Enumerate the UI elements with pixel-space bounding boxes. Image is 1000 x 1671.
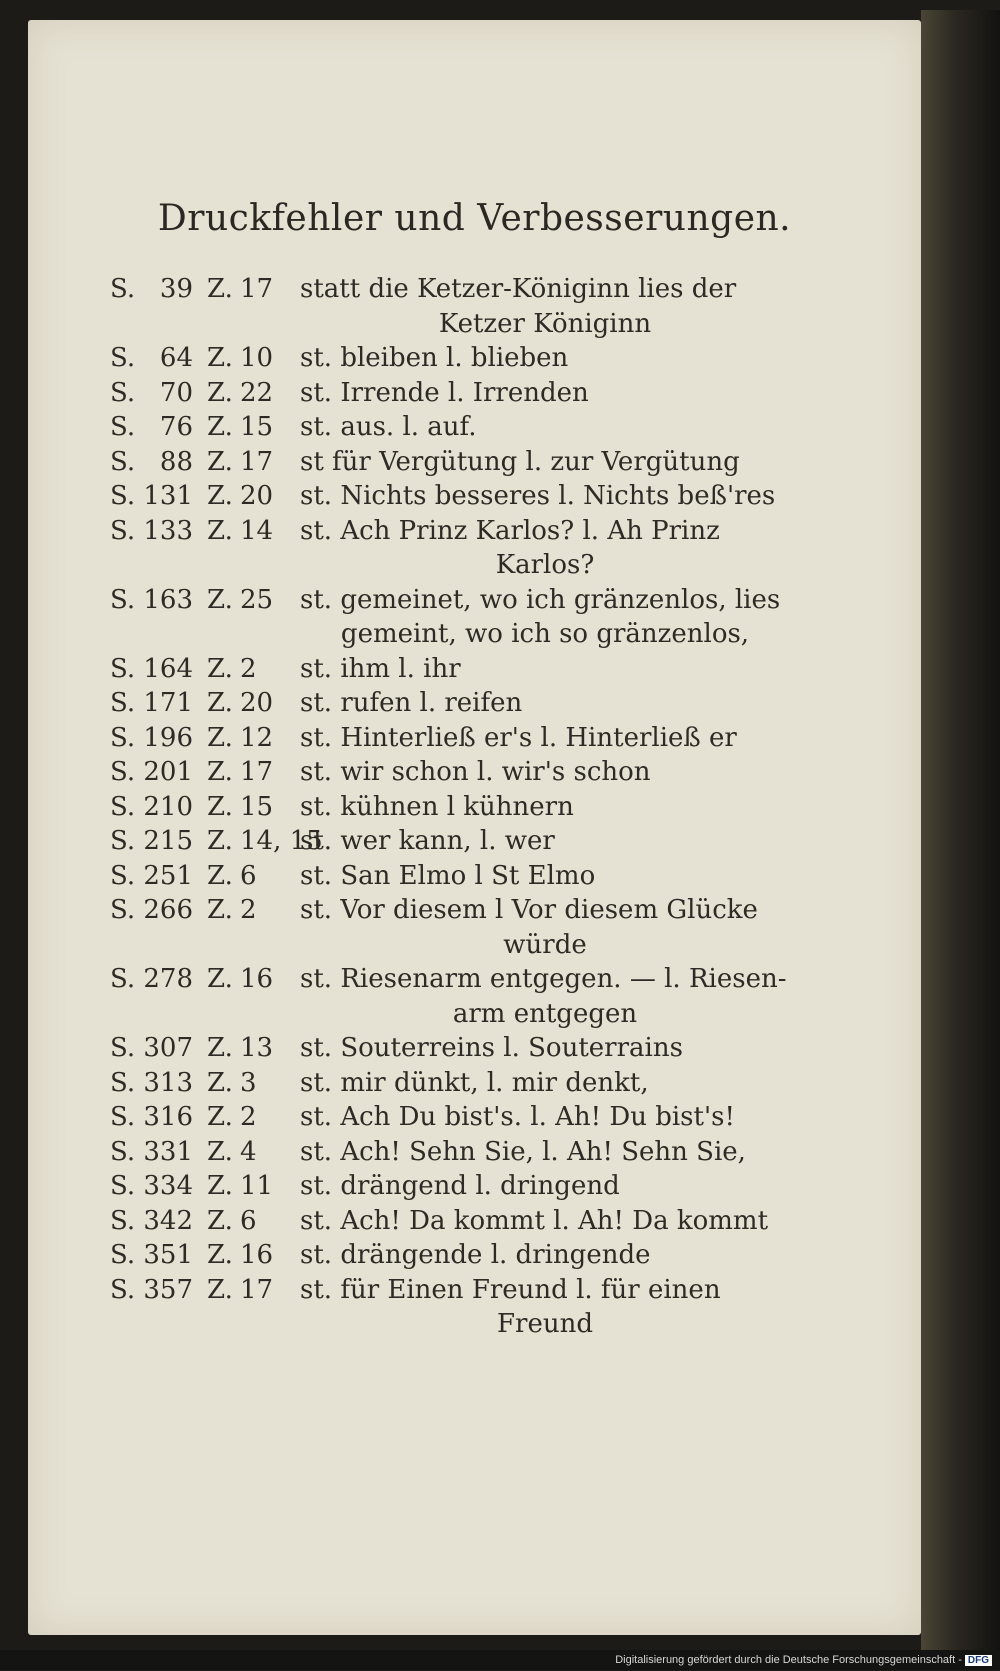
- page-abbrev: S.: [110, 1205, 136, 1236]
- correction-text: st. San Elmo l St Elmo: [300, 860, 596, 891]
- line-abbrev: Z.: [207, 481, 233, 511]
- errata-entry: [110, 1031, 750, 1066]
- page-abbrev: S.: [110, 343, 136, 373]
- page-number: 278: [143, 964, 193, 994]
- page-abbrev: S.: [110, 274, 136, 304]
- line-number: 11: [240, 1171, 274, 1201]
- errata-entry: [110, 1273, 750, 1342]
- errata-row: [110, 686, 750, 721]
- errata-entry: [110, 272, 750, 341]
- line-abbrev: Z.: [207, 1274, 233, 1305]
- line-abbrev: Z.: [207, 826, 233, 856]
- correction-text: st. Ach Prinz Karlos? l. Ah Prinz: [300, 515, 720, 546]
- errata-row: [110, 721, 750, 756]
- page-heading: Druckfehler und Verbesserungen.: [157, 198, 792, 239]
- errata-entry: [110, 1169, 750, 1204]
- line-number: 13: [240, 1033, 274, 1063]
- line-number: 2: [240, 895, 257, 925]
- correction-text: st. für Einen Freund l. für einen: [300, 1274, 721, 1305]
- page-line-reference: [110, 376, 300, 411]
- correction-text: st. ihm l. ihr: [300, 653, 461, 684]
- errata-row: [110, 790, 750, 825]
- line-number: 16: [240, 1240, 274, 1270]
- line-abbrev: Z.: [207, 1033, 233, 1063]
- digitization-footer: [0, 1650, 1000, 1670]
- errata-row: [110, 859, 750, 894]
- correction-text: st. Hinterließ er's l. Hinterließ er: [300, 722, 737, 753]
- page-line-reference: [110, 790, 300, 825]
- page-line-reference: [110, 514, 300, 549]
- errata-row: [110, 272, 750, 307]
- correction-text: st. Ach! Sehn Sie, l. Ah! Sehn Sie,: [300, 1136, 746, 1167]
- errata-list: [110, 272, 787, 1342]
- errata-entry: [110, 962, 787, 1031]
- page-line-reference: [110, 755, 300, 790]
- page-number: 316: [143, 1102, 193, 1132]
- errata-row: [110, 479, 776, 514]
- correction-text: st. rufen l. reifen: [300, 688, 523, 718]
- correction-continuation: gemeint, wo ich so gränzenlos,: [340, 619, 750, 649]
- correction-continuation: Freund: [497, 1309, 593, 1339]
- errata-entry: [110, 893, 758, 962]
- errata-entry: [110, 755, 750, 790]
- line-number: 15: [240, 412, 274, 442]
- page-abbrev: S.: [110, 1067, 136, 1098]
- line-abbrev: Z.: [207, 1171, 233, 1201]
- correction-text: st. bleiben l. blieben: [300, 343, 569, 373]
- line-abbrev: Z.: [207, 895, 233, 925]
- correction-text: st. Riesenarm entgegen. — l. Riesen-: [300, 964, 787, 994]
- page-number: 88: [159, 446, 193, 477]
- line-abbrev: Z.: [207, 343, 233, 373]
- line-number: 10: [240, 343, 274, 373]
- errata-row: [110, 1169, 750, 1204]
- errata-entry: [110, 410, 750, 445]
- page-line-reference: [110, 479, 300, 514]
- line-number: 17: [240, 274, 274, 304]
- page-line-reference: [110, 1031, 300, 1066]
- errata-row: [110, 1135, 750, 1170]
- page-abbrev: S.: [110, 515, 136, 546]
- page-line-reference: [110, 1238, 300, 1273]
- correction-text: st. wir schon l. wir's schon: [300, 757, 651, 787]
- line-number: 14, 15: [240, 826, 323, 856]
- line-number: 12: [240, 722, 274, 753]
- page-line-reference: [110, 1169, 300, 1204]
- page-abbrev: S.: [110, 722, 136, 753]
- errata-row: [110, 1204, 769, 1239]
- correction-text: st. mir dünkt, l. mir denkt,: [300, 1067, 649, 1098]
- dfg-logo: DFG: [965, 1655, 992, 1666]
- line-abbrev: Z.: [207, 791, 233, 822]
- correction-text: st. kühnen l kühnern: [300, 791, 574, 822]
- page-line-reference: [110, 1066, 300, 1101]
- page-number: 171: [143, 688, 193, 718]
- page-number: 164: [143, 653, 193, 684]
- page-number: 334: [143, 1171, 193, 1201]
- page-line-reference: [110, 824, 323, 859]
- line-abbrev: Z.: [207, 377, 233, 408]
- line-number: 2: [240, 1102, 257, 1132]
- page-abbrev: S.: [110, 377, 136, 408]
- page-number: 76: [159, 412, 193, 442]
- errata-row: [110, 583, 781, 618]
- errata-entry: [110, 824, 750, 859]
- line-number: 20: [240, 688, 274, 718]
- errata-row: [110, 376, 750, 411]
- line-abbrev: Z.: [207, 1240, 233, 1270]
- errata-entry: [110, 1066, 750, 1101]
- correction-text: st. wer kann, l. wer: [300, 826, 555, 856]
- line-abbrev: Z.: [207, 722, 233, 753]
- line-abbrev: Z.: [207, 653, 233, 684]
- page-line-reference: [110, 583, 300, 618]
- errata-row: [110, 1238, 750, 1273]
- page-number: 351: [143, 1240, 193, 1270]
- line-number: 17: [240, 1274, 274, 1305]
- page-line-reference: [110, 410, 300, 445]
- page-number: 201: [143, 757, 193, 787]
- page-abbrev: S.: [110, 964, 136, 994]
- line-abbrev: Z.: [207, 964, 233, 994]
- line-abbrev: Z.: [207, 1205, 233, 1236]
- line-abbrev: Z.: [207, 412, 233, 442]
- errata-entry: [110, 859, 750, 894]
- page-line-reference: [110, 721, 300, 756]
- line-number: 2: [240, 653, 257, 684]
- page-line-reference: [110, 686, 300, 721]
- page-abbrev: S.: [110, 584, 136, 615]
- page-abbrev: S.: [110, 826, 136, 856]
- correction-text: st. Ach! Da kommt l. Ah! Da kommt: [300, 1205, 769, 1236]
- line-abbrev: Z.: [207, 1136, 233, 1167]
- correction-continuation: arm entgegen: [452, 998, 638, 1029]
- correction-text: st. Vor diesem l Vor diesem Glücke: [300, 895, 758, 925]
- errata-row: [110, 445, 750, 480]
- page-number: 266: [143, 895, 193, 925]
- errata-entry: [110, 686, 750, 721]
- page-abbrev: S.: [110, 653, 136, 684]
- correction-text: st für Vergütung l. zur Vergütung: [300, 446, 740, 477]
- errata-entry: [110, 583, 781, 652]
- line-abbrev: Z.: [207, 446, 233, 477]
- line-abbrev: Z.: [207, 860, 233, 891]
- line-number: 3: [240, 1067, 257, 1098]
- page-abbrev: S.: [110, 481, 136, 511]
- line-number: 17: [240, 757, 274, 787]
- errata-row: [110, 1066, 750, 1101]
- line-abbrev: Z.: [207, 584, 233, 615]
- page-number: 70: [159, 377, 193, 408]
- page-line-reference: [110, 341, 300, 376]
- line-number: 22: [240, 377, 274, 408]
- page-abbrev: S.: [110, 757, 136, 787]
- errata-row: [110, 652, 750, 687]
- page-abbrev: S.: [110, 1102, 136, 1132]
- footer-credit: Digitalisierung gefördert durch die Deutsche Forschungsgemeinschaft -: [615, 1654, 962, 1666]
- line-number: 17: [240, 446, 274, 477]
- errata-row: [110, 341, 750, 376]
- page-line-reference: [110, 652, 300, 687]
- page-line-reference: [110, 445, 300, 480]
- errata-entry: [110, 1204, 769, 1239]
- page-abbrev: S.: [110, 446, 136, 477]
- page-abbrev: S.: [110, 1274, 136, 1305]
- page-number: 196: [143, 722, 193, 753]
- page-abbrev: S.: [110, 688, 136, 718]
- correction-text: st. Souterreins l. Souterrains: [300, 1033, 683, 1063]
- errata-entry: [110, 341, 750, 376]
- page-abbrev: S.: [110, 791, 136, 822]
- page-number: 357: [143, 1274, 193, 1305]
- errata-entry: [110, 790, 750, 825]
- line-abbrev: Z.: [207, 274, 233, 304]
- line-number: 6: [240, 860, 257, 891]
- page-abbrev: S.: [110, 1136, 136, 1167]
- line-number: 16: [240, 964, 274, 994]
- page-number: 210: [143, 791, 193, 822]
- page-abbrev: S.: [110, 895, 136, 925]
- line-abbrev: Z.: [207, 1102, 233, 1132]
- errata-entry: [110, 1135, 750, 1170]
- line-abbrev: Z.: [207, 757, 233, 787]
- correction-text: st. drängende l. dringende: [300, 1240, 651, 1270]
- correction-text: st. Nichts besseres l. Nichts beß'res: [300, 481, 776, 511]
- line-number: 20: [240, 481, 274, 511]
- errata-row: [110, 962, 787, 997]
- line-number: 25: [240, 584, 274, 615]
- page-abbrev: S.: [110, 412, 136, 442]
- page-number: 313: [143, 1067, 193, 1098]
- page-number: 215: [143, 826, 193, 856]
- correction-continuation: Karlos?: [495, 550, 595, 580]
- page-number: 163: [143, 584, 193, 615]
- page-number: 39: [159, 274, 193, 304]
- page-line-reference: [110, 962, 300, 997]
- line-number: 6: [240, 1205, 257, 1236]
- line-number: 4: [240, 1136, 257, 1167]
- correction-continuation: würde: [503, 929, 587, 960]
- correction-text: st. Ach Du bist's. l. Ah! Du bist's!: [300, 1102, 735, 1132]
- page-number: 251: [143, 860, 193, 891]
- book-spine-edge: [921, 10, 1000, 1650]
- page-number: 331: [143, 1136, 193, 1167]
- page-number: 307: [143, 1033, 193, 1063]
- errata-entry: [110, 1238, 750, 1273]
- page-number: 64: [159, 343, 193, 373]
- page-number: 342: [143, 1205, 193, 1236]
- correction-text: st. aus. l. auf.: [300, 412, 477, 442]
- line-abbrev: Z.: [207, 688, 233, 718]
- correction-text: st. gemeinet, wo ich gränzenlos, lies: [300, 584, 781, 615]
- errata-row: [110, 824, 750, 859]
- correction-text: statt die Ketzer-Königinn lies der: [300, 274, 737, 304]
- errata-entry: [110, 445, 750, 480]
- errata-row: [110, 1273, 750, 1308]
- page-abbrev: S.: [110, 1033, 136, 1063]
- correction-text: st. drängend l. dringend: [300, 1171, 620, 1201]
- errata-entry: [110, 479, 776, 514]
- line-number: 15: [240, 791, 274, 822]
- page-line-reference: [110, 1100, 300, 1135]
- page-line-reference: [110, 272, 300, 307]
- book-page: [28, 20, 921, 1635]
- page-line-reference: [110, 859, 300, 894]
- page-number: 133: [143, 515, 193, 546]
- line-abbrev: Z.: [207, 515, 233, 546]
- errata-entry: [110, 376, 750, 411]
- errata-row: [110, 755, 750, 790]
- page-number: 131: [143, 481, 193, 511]
- errata-entry: [110, 1100, 750, 1135]
- errata-entry: [110, 652, 750, 687]
- page-line-reference: [110, 893, 300, 928]
- errata-row: [110, 893, 758, 928]
- page-abbrev: S.: [110, 1240, 136, 1270]
- page-abbrev: S.: [110, 1171, 136, 1201]
- page-line-reference: [110, 1135, 300, 1170]
- errata-entry: [110, 721, 750, 756]
- page-line-reference: [110, 1204, 300, 1239]
- errata-row: [110, 514, 750, 549]
- errata-row: [110, 410, 750, 445]
- line-abbrev: Z.: [207, 1067, 233, 1098]
- line-number: 14: [240, 515, 274, 546]
- errata-row: [110, 1031, 750, 1066]
- correction-continuation: Ketzer Königinn: [438, 308, 652, 339]
- page-line-reference: [110, 1273, 300, 1308]
- correction-text: st. Irrende l. Irrenden: [300, 377, 589, 408]
- page-abbrev: S.: [110, 860, 136, 891]
- errata-entry: [110, 514, 750, 583]
- errata-row: [110, 1100, 750, 1135]
